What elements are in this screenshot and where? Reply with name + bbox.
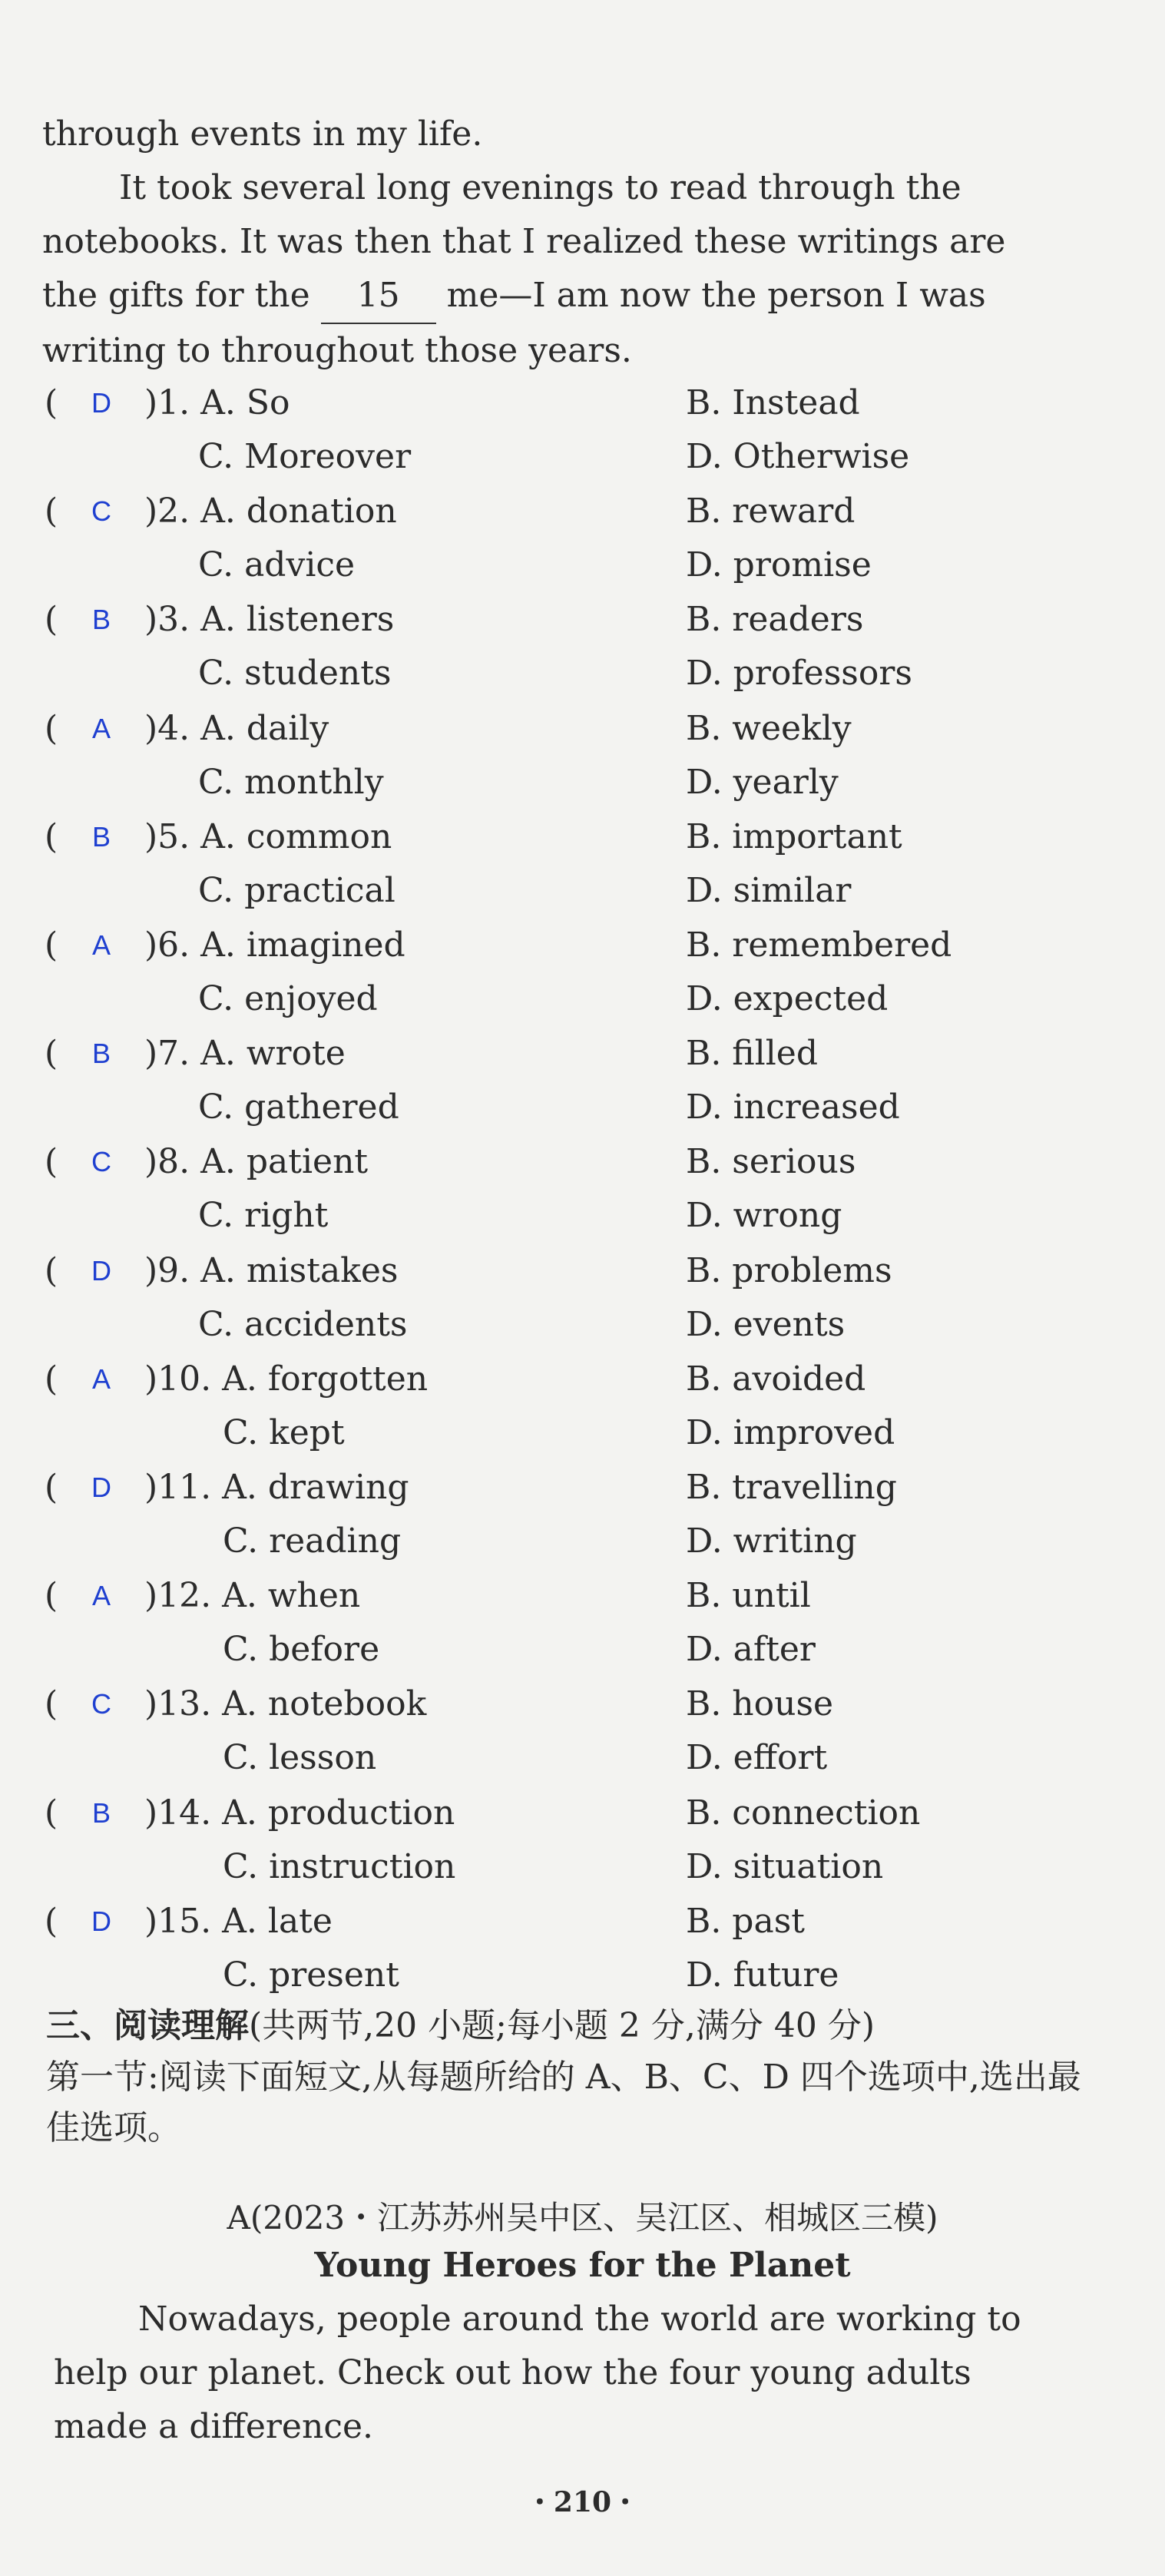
question-3 xyxy=(0,593,1165,647)
open-paren: ( xyxy=(45,1793,58,1833)
question-14 xyxy=(0,1786,1165,1840)
question-2 xyxy=(0,485,1165,538)
option-d: D. effort xyxy=(686,1738,828,1777)
option-d: D. similar xyxy=(686,871,852,910)
option-a: )12. A. when xyxy=(144,1576,361,1615)
option-a: )7. A. wrote xyxy=(144,1034,346,1073)
question-4-row2 xyxy=(0,756,1165,810)
question-12-row2 xyxy=(0,1623,1165,1677)
option-b: B. remembered xyxy=(686,925,952,965)
option-a: )6. A. imagined xyxy=(144,925,405,965)
option-d: D. improved xyxy=(686,1413,895,1452)
question-11-row2 xyxy=(0,1515,1165,1568)
option-c: C. right xyxy=(198,1196,329,1235)
question-8-row2 xyxy=(0,1189,1165,1243)
question-6-row2 xyxy=(0,972,1165,1026)
option-a: )4. A. daily xyxy=(144,709,329,748)
option-b: B. until xyxy=(686,1576,811,1615)
option-c: C. monthly xyxy=(198,763,384,802)
option-d: D. situation xyxy=(686,1847,884,1886)
passage-intro xyxy=(54,2293,1067,2454)
option-b: B. past xyxy=(686,1902,805,1941)
paragraph-text: me—I am now the person I was writing to throughout those years. xyxy=(42,276,986,370)
answer-mark: D xyxy=(91,1472,111,1503)
passage-line: through events in my life. xyxy=(42,114,483,154)
question-15 xyxy=(0,1895,1165,1949)
question-10-row2 xyxy=(0,1406,1165,1460)
open-paren: ( xyxy=(45,1468,58,1507)
passage-intro-text: Nowadays, people around the world are working to help our planet. Check out how the four young adults made a difference. xyxy=(54,2300,1021,2446)
question-7 xyxy=(0,1027,1165,1081)
option-d: D. promise xyxy=(686,545,872,584)
option-c: C. Moreover xyxy=(198,437,412,476)
option-a: )13. A. notebook xyxy=(144,1684,427,1723)
answer-mark: B xyxy=(91,1038,111,1069)
answer-mark: C xyxy=(91,1146,111,1177)
section-instruction: 第一节:阅读下面短文,从每题所给的 A、B、C、D 四个选项中,选出最佳选项。 xyxy=(46,2058,1081,2147)
open-paren: ( xyxy=(45,600,58,639)
open-paren: ( xyxy=(45,817,58,856)
option-a: )9. A. mistakes xyxy=(144,1251,399,1290)
option-a: )11. A. drawing xyxy=(144,1468,409,1507)
option-b: B. serious xyxy=(686,1142,856,1181)
option-c: C. kept xyxy=(223,1413,345,1452)
option-a: )8. A. patient xyxy=(144,1142,369,1181)
question-10 xyxy=(0,1353,1165,1406)
question-8 xyxy=(0,1135,1165,1189)
question-1 xyxy=(0,376,1165,430)
open-paren: ( xyxy=(45,1034,58,1073)
option-d: D. increased xyxy=(686,1088,900,1127)
option-d: D. wrong xyxy=(686,1196,842,1235)
option-a: )10. A. forgotten xyxy=(144,1359,429,1399)
option-a: )3. A. listeners xyxy=(144,600,395,639)
option-c: C. instruction xyxy=(223,1847,456,1886)
answer-mark: A xyxy=(91,1580,111,1611)
answer-mark: D xyxy=(91,1906,111,1937)
option-d: D. Otherwise xyxy=(686,437,910,476)
passage-source: A(2023・江苏苏州吴中区、吴江区、相城区三模) xyxy=(227,2199,938,2237)
option-c: C. advice xyxy=(198,545,356,584)
answer-mark: D xyxy=(91,387,111,419)
option-d: D. expected xyxy=(686,979,889,1018)
option-c: C. reading xyxy=(223,1521,402,1561)
question-13 xyxy=(0,1677,1165,1731)
option-d: D. future xyxy=(686,1955,839,1995)
option-b: B. problems xyxy=(686,1251,892,1290)
answer-mark: A xyxy=(91,713,111,744)
answer-mark: A xyxy=(91,1363,111,1395)
question-5-row2 xyxy=(0,864,1165,918)
option-a: )14. A. production xyxy=(144,1793,455,1833)
option-c: C. gathered xyxy=(198,1088,399,1127)
question-12 xyxy=(0,1569,1165,1623)
answer-mark: B xyxy=(91,1797,111,1829)
answer-mark: B xyxy=(91,604,111,635)
open-paren: ( xyxy=(45,1359,58,1399)
open-paren: ( xyxy=(45,925,58,965)
page-number: ・210・ xyxy=(525,2486,640,2518)
question-9-row2 xyxy=(0,1298,1165,1352)
option-a: )15. A. late xyxy=(144,1902,333,1941)
question-6 xyxy=(0,919,1165,972)
question-5 xyxy=(0,810,1165,864)
option-b: B. avoided xyxy=(686,1359,866,1399)
option-c: C. practical xyxy=(198,871,396,910)
section-note: (共两节,20 小题;每小题 2 分,满分 40 分) xyxy=(249,2006,875,2045)
passage-continuation xyxy=(42,108,1056,161)
blank-15: 15 xyxy=(321,269,436,324)
open-paren: ( xyxy=(45,1684,58,1723)
option-d: D. after xyxy=(686,1630,816,1669)
question-15-row2 xyxy=(0,1949,1165,2002)
option-c: C. accidents xyxy=(198,1305,408,1344)
section-heading xyxy=(46,2001,1091,2051)
answer-mark: B xyxy=(91,821,111,853)
answer-mark: C xyxy=(91,1688,111,1720)
question-7-row2 xyxy=(0,1081,1165,1134)
option-c: C. present xyxy=(223,1955,399,1995)
option-d: D. yearly xyxy=(686,763,839,802)
open-paren: ( xyxy=(45,709,58,748)
open-paren: ( xyxy=(45,1576,58,1615)
question-13-row2 xyxy=(0,1731,1165,1785)
option-b: B. connection xyxy=(686,1793,921,1833)
question-4 xyxy=(0,702,1165,756)
option-a: )5. A. common xyxy=(144,817,392,856)
option-b: B. weekly xyxy=(686,709,852,748)
option-d: D. professors xyxy=(686,654,912,693)
answer-mark: C xyxy=(91,495,111,527)
open-paren: ( xyxy=(45,1902,58,1941)
paragraph-text: It took several long evenings to read through the notebooks. It was then that I realized these writings are the gifts for the xyxy=(42,168,1006,315)
question-14-row2 xyxy=(0,1840,1165,1894)
option-c: C. enjoyed xyxy=(198,979,378,1018)
question-11 xyxy=(0,1461,1165,1515)
option-d: D. events xyxy=(686,1305,846,1344)
open-paren: ( xyxy=(45,1142,58,1181)
open-paren: ( xyxy=(45,1251,58,1290)
option-c: C. before xyxy=(223,1630,380,1669)
section-title: 三、阅读理解 xyxy=(46,2006,249,2045)
open-paren: ( xyxy=(45,383,58,422)
passage-paragraph xyxy=(42,161,1056,378)
option-b: B. filled xyxy=(686,1034,819,1073)
option-b: B. travelling xyxy=(686,1468,897,1507)
open-paren: ( xyxy=(45,492,58,531)
option-b: B. readers xyxy=(686,600,864,639)
option-a: )2. A. donation xyxy=(144,492,397,531)
question-2-row2 xyxy=(0,538,1165,592)
option-b: B. Instead xyxy=(686,383,860,422)
option-b: B. house xyxy=(686,1684,834,1723)
passage-title: Young Heroes for the Planet xyxy=(314,2246,851,2285)
option-c: C. students xyxy=(198,654,392,693)
answer-mark: D xyxy=(91,1255,111,1286)
question-9 xyxy=(0,1244,1165,1298)
option-b: B. reward xyxy=(686,492,856,531)
question-1-row2 xyxy=(0,430,1165,484)
option-a: )1. A. So xyxy=(144,383,290,422)
option-d: D. writing xyxy=(686,1521,857,1561)
question-3-row2 xyxy=(0,647,1165,700)
option-b: B. important xyxy=(686,817,902,856)
option-c: C. lesson xyxy=(223,1738,377,1777)
answer-mark: A xyxy=(91,929,111,961)
